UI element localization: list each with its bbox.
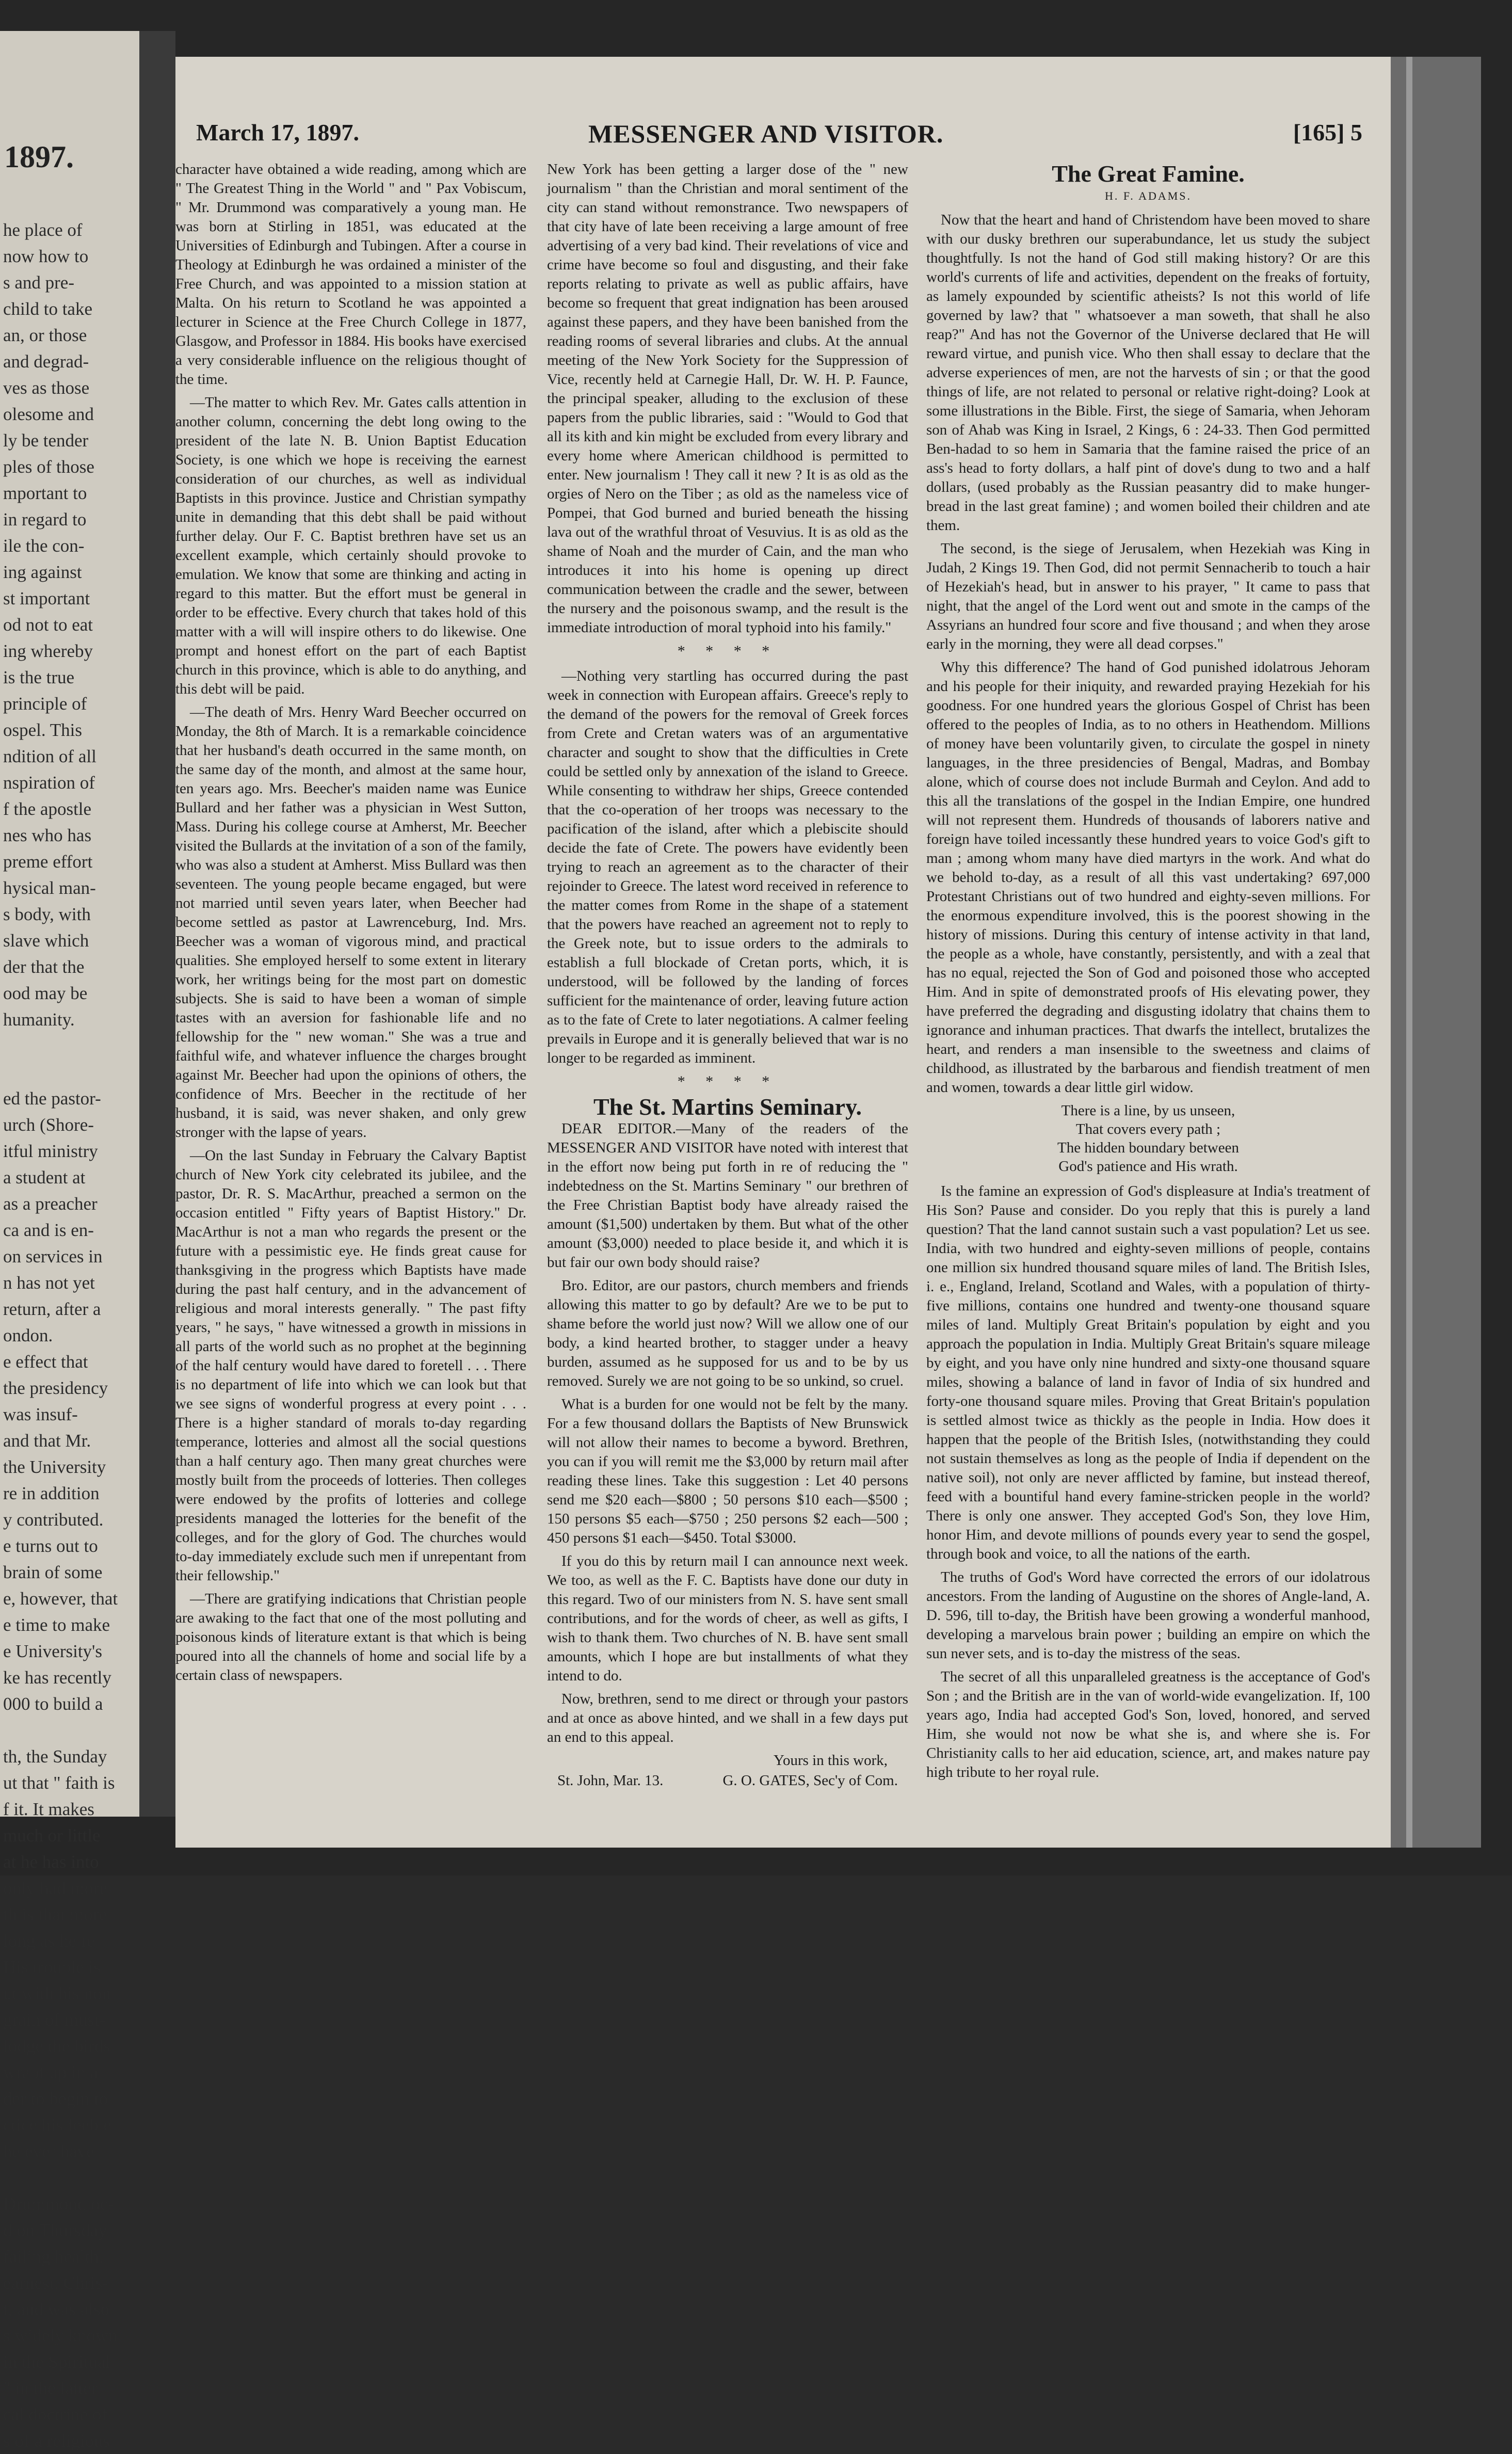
page-edge <box>1391 57 1481 1848</box>
left-page-line: preme effort <box>3 852 93 872</box>
left-page-line: as a preacher <box>3 1194 98 1214</box>
column-2 <box>547 160 908 1790</box>
left-page-line: olesome and <box>3 404 94 424</box>
left-page-line: wrapt up in a <box>3 2062 98 2082</box>
left-page-line: e effect that <box>3 1352 88 1372</box>
left-page-line: st important <box>3 588 90 608</box>
left-page-line: he place of <box>3 220 83 240</box>
left-page-line: he ever have <box>3 2141 94 2161</box>
poem-line: God's patience and His wrath. <box>1058 1158 1238 1175</box>
paragraph: What is a burden for one would not be felt by the many. For a few thousand dollars the Baptists of New Brunswick will not allow their names to become a byword. Brethren, you can if you will remit me the $3,000 by return mail after reading these lines. Take this suggestion : Let 40 persons send me $20 each—$800 ; 50 persons $10 each—$500 ; 150 persons $5 each—$750 ; 250 persons $2 each—500 ; 450 persons $1 each—$450. Total $3000. <box>547 1396 908 1546</box>
left-page-line <box>3 1717 137 1743</box>
left-page-line: an, or those <box>3 325 87 345</box>
left-page-line: " in the latter <box>3 2378 98 2398</box>
left-page-line: the presidency <box>3 1378 108 1398</box>
section-divider: * * * * <box>677 1073 778 1090</box>
left-page-line: ut with his non <box>3 1983 111 2003</box>
paragraph: The secret of all this unparalleled greatness is the acceptance of God's Son ; and the British are in the van of world-wide evangelization. If, 100 years ago, India had accepted God's Son, loved, honored, and served Him, she would not now be what she is, and where she is. For Christianity calls to her aid education, science, art, and makes nature pay high tribute to her royal rule. <box>926 1669 1370 1781</box>
left-page-line: humanity. <box>3 1009 75 1030</box>
left-page-line: ile the con- <box>3 536 85 556</box>
section-divider: * * * * <box>677 643 778 660</box>
left-page-line: e time to make <box>3 1615 110 1635</box>
left-page-line: t, and was also <box>3 2299 110 2319</box>
left-page-text <box>3 217 137 2454</box>
left-page-line: grain of must- <box>3 2010 106 2030</box>
paragraph: The truths of God's Word have corrected the errors of our idolatrous ancestors. From the landing of Augustine on the shores of Angle-land, A. D. 596, till to-day, the British have been growing a wonderful manhood, developing a marvelous brain power ; building an empire on which the sun never sets, and is to-day the mistress of the seas. <box>926 1569 1370 1662</box>
page-header <box>196 119 1362 155</box>
paragraph: —There are gratifying indications that Christian people are awaking to the fact that one of the most polluting and poisonous kinds of literature extant is that which is being poured into all the channels of home and social life by a certain class of newspapers. <box>175 1591 526 1683</box>
signature: G. O. GATES, Sec'y of Com. <box>722 1772 898 1789</box>
left-page-line: ly be tender <box>3 430 89 451</box>
left-page-line: a student at <box>3 1167 86 1188</box>
left-page-line: 000 to build a <box>3 1694 103 1714</box>
left-page-line: itful ministry <box>3 1141 98 1161</box>
left-page-line: s and pre- <box>3 272 75 293</box>
left-page-line: and degrad- <box>3 351 89 372</box>
paragraph: character have obtained a wide reading, among which are " The Greatest Thing in the World " and " Pax Vobiscum, " Mr. Drummond was comparatively a young man. He was born at Stirling in 1851, was educated at the Universities of Edinburgh and Tubingen. After a course in Theology at Edinburgh he was ordained a minister of the Free Church, and was appointed to a mission station at Malta. On his return to Scotland he was appointed a lecturer in Science at the Free Church College in 1877, Glasgow, and Professor in 1884. His books have exercised a very considerable influence on the religious thought of the time. <box>175 161 526 388</box>
paragraph: —Nothing very startling has occurred during the past week in connection with European affairs. Greece's reply to the demand of the powers for the removal of Greek forces from Crete and Cretan waters was of an argumentative character and sought to show that the difficulties in Crete could be settled only by annexation of the island to Greece. While consenting to withdraw her ships, Greece contended that the co-operation of her troops was necessary to the pacification of the island, after which a plebiscite should decide the fate of Crete. The powers have evidently been trying to reach an agreement as to the character of their rejoinder to Greece. The latest word received in reference to the matter comes from Rome in the shape of a statement that the powers have reached an agreement not to reply to the Greek note, but to issue orders to the admirals to establish a full blockade of Cretan ports, which, it is understood, will be followed by the landing of forces sufficient for the maintenance of order, leaving future action as to the fate of Crete to later negotiations. A calmer feeling prevails in Europe and it is generally believed that war is no longer to be regarded as imminent. <box>547 668 908 1066</box>
article-heading: The Great Famine. <box>1052 161 1245 187</box>
paragraph: Now that the heart and hand of Christendom have been moved to share with our dusky brethren our superabundance, let us study the subject thoughtfully. Is not the hand of God still making history? Or are this world's currents of life and activities, dependent on the freaks of fortuity, as lamely expounded by scientific atheists? Is not this world of life governed by law? that " whatsoever a man soweth, that shall he also reap?" And has not the Governor of the Universe declared that He will reward virtue, and punish vice. Who then shall essay to declare that the adverse experiences of men, are not the harvests of sin ; or that the good things of life, are not related to personal or relative right-doing? Look at some illustrations in the Bible. First, the siege of Samaria, when Jehoram son of Ahab was King in Israel, 2 Kings, 6 : 24-33. Then God permitted Ben-hadad to so hem in Samaria that the famine raised the price of an ass's head to forty dollars, a half pint of dove's dung to two and a half dollars, (used probably as the Russian peasantry did to make hunger-bread in the last great famine) ; and women boiled their children and ate them. <box>926 212 1370 534</box>
left-page-line: th is that more <box>3 1904 107 1924</box>
signature-line <box>557 1771 898 1790</box>
left-page-line: Drummond oc- <box>3 2194 114 2214</box>
left-page-line: in regard to <box>3 509 87 530</box>
left-page-line: n has not yet <box>3 1273 95 1293</box>
newspaper-page <box>175 57 1391 1848</box>
paragraph: DEAR EDITOR.—Many of the readers of the MESSENGER AND VISITOR have noted with interest that in the effort now being put forth in re of reducing the " indebtedness on the St. Martins Seminary " our brethren of the Free Christian Baptist body have already raised the amount ($1,500) undertaken by them. But what of the other amount ($3,000) needed to place beside it, and which it is but fair our own body should raise? <box>547 1120 908 1271</box>
paragraph: Bro. Editor, are our pastors, church members and friends allowing this matter to go by default? Are we to be put to shame before the world just now? Will we allow one of our body, a kind hearted brother, to stagger under a heavy burden, assumed as he supposed for us and to be by us removed. Surely we are not going to be so unkind, so cruel. <box>547 1277 908 1389</box>
left-page-line: f it. It makes <box>3 1799 94 1819</box>
left-page-line: e, however, that <box>3 1589 118 1609</box>
left-page-line: now how to <box>3 246 89 266</box>
left-page-line: on services in <box>3 1246 103 1266</box>
left-page-line: lodge the birds <box>3 2036 111 2056</box>
paragraph: Is the famine an expression of God's displeasure at India's treatment of His Son? Pause and consider. Do you reply that this is purely a land question? That the land cannot sustain such a vast population? Let us see. India, with two hundred and eighty-seven millions of people, contains one million six hundred thousand square miles of land. The British Isles, i. e., England, Ireland, Scotland and Wales, with a population of thirty-five millions, contains one hundred and twenty-one thousand square miles of land. Multiply Great Britain's population by eight and you approach the population in India. Multiply Great Britain's square mileage by eight, and you have only nine hundred and sixty-one thousand square miles, showing a balance of land in favor of India of six hundred and forty-one thousand square miles. Proving that Great Britain's population is settled almost twice as thickly as the people in India. How does it happen that the people of the British Isles, (notwithstanding they could not sustain themselves as long as the people of India if dependent on the native soil), not only are never afflicted by famine, but instead thereof, feed with a bountiful hand every famine-stricken people in the world? There is only one answer. They accepted God's Son, they love Him, honor Him, and devote millions of pounds every year to send the gospel, through book and voice, to all the nations of the earth. <box>926 1183 1370 1562</box>
poem-line: That covers every path ; <box>1075 1121 1221 1137</box>
article-heading: The St. Martins Seminary. <box>593 1094 862 1120</box>
paragraph: Now, brethren, send to me direct or through your pastors and at once as above hinted, and we shall in a few days put an end to this appeal. <box>547 1691 908 1745</box>
book-gutter <box>139 31 175 1817</box>
paragraph: —The death of Mrs. Henry Ward Beecher occurred on Monday, the 8th of March. It is a remarkable coincidence that her husband's death occurred in the same month, on the same day of the month, and almost at the same hour, ten years ago. Mrs. Beecher's maiden name was Eunice Bullard and her father was a physician in West Sutton, Mass. During his college course at Amherst, Mr. Beecher visited the Bullards at the invitation of a son of the family, who was also a student at Amherst. Miss Bullard was then seventeen. The young people became engaged, but were not married until seven years later, when Beecher had become settled as pastor at Lawrenceburg, Ind. Mrs. Beecher was a woman of vigorous mind, and practical qualities. She employed herself to some extent in literary work, her writings being for the most part on domestic subjects. She is said to have been a woman of simple tastes with an aversion for fashionable life and no fellowship for the " new woman." She was a true and faithful wife, and whatever influence the charges brought against Mr. Beecher had upon the opinions of others, the confidence of Mrs. Beecher in the rectitude of her husband, it is said, was never shaken, and only grew stronger with the lapse of years. <box>175 704 526 1141</box>
left-page-line: the University <box>3 1457 106 1477</box>
left-page-line: child to take <box>3 299 93 319</box>
left-page-line: f the apostle <box>3 799 92 819</box>
left-page-line: ospel. This <box>3 720 82 740</box>
left-page-line: ctice his feeble <box>3 2115 111 2135</box>
column-1 <box>175 160 526 1689</box>
left-page-line: s of a religious <box>3 2431 110 2451</box>
left-page-line: urch (Shore- <box>3 1115 94 1135</box>
left-page-line: ca and is en- <box>3 1220 94 1240</box>
left-page-line: ing against <box>3 562 82 582</box>
paragraph: If you do this by return mail I can announce next week. We too, as well as the F. C. Baptists have done our duty in this regard. Two of our ministers from N. S. have sent small contributions, and for the words of cheer, as well as gifts, I wish to thank them. Two churches of N. B. have sent small amounts, which I hope are but installments of what they intend to do. <box>547 1553 908 1684</box>
left-page-line: much or little <box>3 1825 101 1846</box>
paragraph: The second, is the siege of Jerusalem, when Hezekiah was King in Judah, 2 Kings 19. Then God, did not permit Sennacherib to touch a hair of Hezekiah's head, but in answer to his prayer, " It came to pass that night, that the angel of the Lord went out and smote in the camps of the Assyrians an hundred four score and five thousand ; and when they arose early in the morning, they were all dead corpses." <box>926 540 1370 652</box>
left-page-line: th, the Sunday <box>3 1746 107 1767</box>
left-page-line: mportant to <box>3 483 87 503</box>
left-page-line: ndition of all <box>3 746 96 766</box>
signoff: Yours in this work, <box>773 1752 888 1769</box>
left-page-line: s widely known <box>3 2325 118 2346</box>
left-page-line: ed the pastor- <box>3 1088 101 1109</box>
paragraph: —The matter to which Rev. Mr. Gates calls attention in another column, concerning the debt long owing to the president of the late N. B. Union Baptist Education Society, is one which we hope is receiving the earnest consideration of our churches, as well as individual Baptists in this province. Justice and Christian sympathy unite in demanding that this debt shall be paid without further delay. Our F. C. Baptist brethren have set us an excellent example, which certainly should provoke to emulation. We know that some are thinking and acting in regard to this matter. But the effort must be general in order to be effective. Every church that takes hold of this matter with a will will inspire others to do likewise. One prompt and honest effort on the part of each Baptist church in this province, which is able to do anything, and this debt will be paid. <box>175 394 526 697</box>
left-page-line: e turns out to <box>3 1536 98 1556</box>
paragraph: Why this difference? The hand of God punished idolatrous Jehoram and his people for their iniquity, and rewarded praying Hezekiah for his goodness. For one hundred years the glorious Gospel of Christ has been offered to the peoples of India, as to no others in Heathendom. Millions of money have been voluntarily given, to circulate the gospel in ninety languages, in the three presidencies of Bengal, Madras, and Bombay alone, which of course does not include Burmah and Ceylon. And add to this all the translations of the gospel in the Indian Empire, one hundred will not represent them. Hundreds of thousands of laborers native and foreign have toiled incessantly these hundred years to voice God's gift to man ; among whom many have died martyrs in the work. And what do we behold to-day, as a result of all this vast undertaking? 697,000 Protestant Christians out of two hundred and eighty-seven millions. For the enormous expenditure involved, this is the poorest showing in the history of missions. During this century of intense activity in that land, the people as a whole, have constantly, persistently, and with a zeal that has no equal, rejected the Son of God and poisoned those who accepted Him. And in spite of demonstrated proofs of His elevating power, they have preferred the degrading and disgusting idolatry that chains them to ignorance and inhuman practices. That dwarfs the intellect, brutalizes the heart, and renders a man insensible to the sweetness and claims of childhood, as illustrated by the barbarous and fiendish treatment of men and women, towards a dear little girl widow. <box>926 659 1370 1096</box>
left-page-line: long as he re <box>3 1931 95 1951</box>
header-page-number: [165] 5 <box>1293 119 1362 146</box>
left-page-line: failing health. <box>3 2247 104 2267</box>
left-page-line: cal doctrine of <box>3 2404 108 2425</box>
left-page-line: brain of some <box>3 1562 103 1582</box>
poem-line: There is a line, by us unseen, <box>1061 1102 1235 1119</box>
left-page-line: der that the <box>3 957 85 977</box>
left-page-line: was insuf- <box>3 1404 78 1424</box>
left-page-line: ples of those <box>3 457 94 477</box>
left-page-line: s body, with <box>3 904 91 924</box>
left-page-line <box>3 2164 137 2191</box>
paragraph: New York has been getting a larger dose of the " new journalism " than the Christian and moral sentiment of the city can stand without remonstrance. Two newspapers of that city have of late been receiving a large amount of free advertising of a very bad kind. Their revelations of vice and crime have become so foul and disgusting, and their fake reports relating to private as well as public affairs, have become so frequent that great indignation has been aroused against these papers, and they have been banished from the reading rooms of several libraries and clubs. At the annual meeting of the New York Society for the Suppression of Vice, recently held at Carnegie Hall, Dr. W. H. P. Faunce, the principal speaker, alluding to the exclusion of these papers from the public libraries, said : "Would to God that all its kith and kin might be excluded from every library and every home where American childhood is permitted to enter. New journalism ! They call it new ? It is as old as the orgies of Nero on the Tiber ; as old as the nameless vice of Pompei, that God burned and buried beneath the hissing lava out of the wrathful throat of Vesuvius. It is as old as the shame of Noah and the murder of Cain, and the man who introduces it into his home is opening up direct communication between the cradle and the sewer, between the nursery and the poisonous swamp, and the result is the immediate introduction of moral typhoid into his family." <box>547 161 908 636</box>
left-page-year: 1897. <box>4 140 74 174</box>
left-page-line: is the true <box>3 667 75 687</box>
left-page-line: return, after a <box>3 1299 101 1319</box>
left-page-line: in the Spiritual <box>3 2352 111 2372</box>
left-page-line: ke has recently <box>3 1667 111 1688</box>
left-page-line: ut that " faith is <box>3 1773 115 1793</box>
left-page-line: re in addition <box>3 1483 100 1503</box>
left-page-line: slave which <box>3 931 89 951</box>
left-page-line: nspiration of <box>3 773 95 793</box>
poem-line: The hidden boundary between <box>1057 1140 1239 1156</box>
left-page-line: e University's <box>3 1641 102 1661</box>
left-page-line: y contributed. <box>3 1510 104 1530</box>
left-page-line <box>3 1033 137 1059</box>
left-page-line: d on Thursday <box>3 2220 107 2240</box>
left-page-line: der to begin to <box>3 2089 108 2109</box>
left-page-line: and that Mr. <box>3 1431 91 1451</box>
left-page-line: ondon. <box>3 1325 53 1345</box>
left-page-line: principle of <box>3 694 87 714</box>
left-page-line: ood may be <box>3 983 88 1003</box>
place-date: St. John, Mar. 13. <box>557 1772 664 1789</box>
header-date: March 17, 1897. <box>196 119 360 146</box>
left-page-line <box>3 1059 137 1085</box>
left-page-line: hysical man- <box>3 878 96 898</box>
left-page-line: od not to eat <box>3 615 93 635</box>
left-page-line: His trouble is <box>3 1957 101 1977</box>
article-byline: H. F. ADAMS. <box>1104 189 1192 202</box>
left-page-line: ing whereby <box>3 641 93 661</box>
left-page-line: only had more <box>3 1878 108 1898</box>
left-page-line: earnest, Chris- <box>3 2273 109 2293</box>
paragraph: —On the last Sunday in February the Calvary Baptist church of New York city celebrated its jubilee, and the pastor, Dr. R. S. MacArthur, preached a sermon on the occasion entitled " Fifty years of Baptist History." Dr. MacArthur is not a man who regards the present or the future with a pessimistic eye. He finds great cause for thanksgiving in the progress which Baptists have made during the past half century, and in the advancement of religious and moral interests generally. " The past fifty years, " he says, " have witnessed a growth in missions in all parts of the world such as no prophet at the beginning of the half century would have dared to foretell . . . There is no department of life into which we can look but that we see signs of wonderful progress at every point . . . There is a higher standard of morals to-day regarding temperance, lotteries and almost all the social questions than a half century ago. Then many great churches were mostly built from the proceeds of lotteries. Then colleges were endowed by the profits of lotteries and college presidents managed the lotteries for the benefit of the colleges, and for the glory of God. The churches would to-day immediately exclude such men if unrepentant from their fellowship." <box>175 1147 526 1584</box>
header-title: MESSENGER AND VISITOR. <box>588 119 944 148</box>
left-page-fragment <box>0 31 139 2451</box>
column-3 <box>926 160 1370 1786</box>
left-page-line: ves as those <box>3 378 90 398</box>
left-page-line: nes who has <box>3 825 92 845</box>
poem <box>926 1101 1370 1176</box>
left-page-line: at he has into <box>3 1852 99 1872</box>
